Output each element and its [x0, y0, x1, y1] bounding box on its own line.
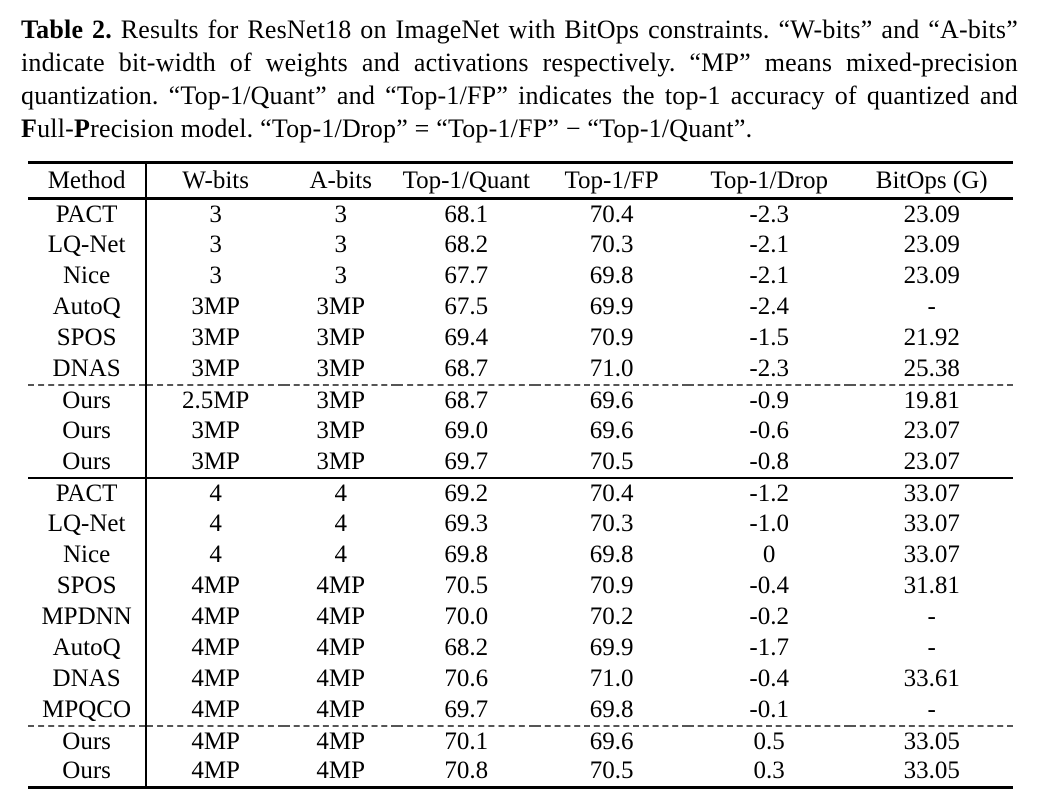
method-cell: PACT: [28, 478, 146, 509]
value-cell: 3MP: [146, 447, 284, 478]
method-cell: AutoQ: [52, 634, 121, 661]
table-row: [28, 509, 1013, 540]
value-cell: 0.5: [688, 726, 851, 757]
value-cell: 33.05: [903, 757, 960, 785]
value-cell: 3MP: [316, 354, 366, 382]
value-cell: 33.07: [903, 510, 960, 537]
value-cell: 3MP: [146, 354, 284, 385]
value-cell: 4: [334, 541, 347, 568]
method-cell: MPQCO: [42, 695, 132, 723]
value-cell: -2.4: [749, 293, 789, 320]
value-cell: 71.0: [589, 665, 634, 692]
value-cell: 70.8: [444, 757, 489, 785]
method-cell: PACT: [55, 200, 118, 228]
value-cell: 2.5MP: [146, 385, 284, 416]
results-table: [28, 161, 1013, 789]
value-cell: -0.9: [688, 385, 851, 416]
value-cell: 70.5: [589, 757, 634, 785]
value-cell: 67.5: [444, 293, 489, 320]
value-cell: 4MP: [146, 571, 284, 602]
method-cell: Ours: [28, 726, 146, 757]
value-cell: 3MP: [316, 447, 366, 475]
value-cell: 67.7: [444, 262, 489, 289]
value-cell: 69.9: [589, 293, 634, 320]
column-header-method: Method: [28, 163, 146, 199]
value-cell: -1.7: [749, 634, 789, 661]
value-cell: 3: [334, 231, 347, 258]
value-cell: 33.07: [850, 478, 1013, 509]
value-cell: 4: [146, 540, 284, 571]
value-cell: 70.0: [444, 603, 489, 630]
value-cell: -0.1: [749, 695, 789, 723]
value-cell: 23.09: [903, 231, 960, 258]
value-cell: 19.81: [850, 385, 1013, 416]
value-cell: 33.61: [903, 665, 960, 692]
value-cell: 25.38: [903, 354, 960, 382]
value-cell: -0.6: [749, 417, 789, 444]
value-cell: 4MP: [316, 757, 366, 785]
method-cell: SPOS: [56, 324, 117, 351]
value-cell: 4MP: [146, 726, 284, 757]
table-row: [28, 695, 1013, 726]
method-cell: DNAS: [52, 665, 121, 692]
caption-bold-text: F: [21, 114, 38, 143]
value-cell: -2.1: [749, 262, 789, 289]
value-cell: 69.7: [444, 695, 489, 723]
value-cell: 4MP: [146, 602, 284, 633]
value-cell: 68.7: [444, 354, 489, 382]
method-cell: Nice: [62, 262, 111, 289]
value-cell: 23.09: [903, 262, 960, 289]
value-cell: 70.5: [444, 572, 489, 599]
value-cell: 3MP: [146, 323, 284, 354]
value-cell: 4MP: [146, 757, 284, 788]
table-row: [28, 757, 1013, 788]
value-cell: 3: [146, 199, 284, 230]
value-cell: -1.5: [749, 324, 789, 351]
caption-bold-text: P: [74, 114, 91, 143]
value-cell: 70.2: [589, 603, 634, 630]
value-cell: 3MP: [316, 417, 366, 444]
value-cell: 69.8: [589, 695, 634, 723]
value-cell: -2.3: [749, 200, 789, 228]
value-cell: -1.2: [688, 478, 851, 509]
value-cell: 70.9: [589, 324, 634, 351]
value-cell: 23.07: [903, 417, 960, 444]
table-row: [28, 633, 1013, 664]
table-row: [28, 571, 1013, 602]
value-cell: 4MP: [284, 726, 397, 757]
column-header-bitops-g: BitOps (G): [850, 163, 1013, 199]
column-header-a-bits: A-bits: [284, 163, 397, 199]
value-cell: 3MP: [146, 416, 284, 447]
table-row: [28, 478, 1013, 509]
method-cell: SPOS: [56, 572, 117, 599]
table-row: [28, 602, 1013, 633]
caption-bold-text: Table 2.: [21, 15, 112, 44]
value-cell: 0.3: [753, 757, 785, 785]
column-header-w-bits: W-bits: [146, 163, 284, 199]
value-cell: 3MP: [316, 293, 366, 320]
value-cell: 23.07: [903, 447, 960, 475]
value-cell: 4: [146, 478, 284, 509]
table-row: [28, 199, 1013, 230]
value-cell: 3MP: [316, 324, 366, 351]
table-row: [28, 726, 1013, 757]
value-cell: 69.8: [589, 541, 634, 568]
value-cell: 31.81: [903, 572, 960, 599]
table-body: [28, 199, 1013, 788]
value-cell: 3: [146, 261, 284, 292]
header-row: [28, 163, 1013, 199]
table-caption: [21, 13, 1018, 145]
value-cell: 68.2: [444, 231, 489, 258]
value-cell: 3MP: [146, 292, 284, 323]
value-cell: 4MP: [146, 664, 284, 695]
value-cell: 68.1: [444, 200, 489, 228]
value-cell: 21.92: [903, 324, 960, 351]
value-cell: 4MP: [316, 572, 366, 599]
value-cell: 69.6: [589, 417, 634, 444]
value-cell: 3MP: [284, 385, 397, 416]
value-cell: 70.9: [589, 572, 634, 599]
value-cell: 4MP: [316, 603, 366, 630]
table-row: [28, 385, 1013, 416]
column-header-top-1-drop: Top-1/Drop: [688, 163, 851, 199]
value-cell: 69.6: [535, 385, 688, 416]
value-cell: -: [927, 603, 936, 630]
value-cell: 4MP: [146, 695, 284, 726]
table-row: [28, 230, 1013, 261]
value-cell: -0.8: [749, 447, 789, 475]
method-cell: MPDNN: [41, 603, 132, 630]
method-cell: LQ-Net: [47, 231, 126, 258]
value-cell: 3: [146, 230, 284, 261]
value-cell: -: [927, 634, 936, 661]
value-cell: 4: [334, 510, 347, 537]
table-row: [28, 416, 1013, 447]
value-cell: -2.1: [749, 231, 789, 258]
table-row: [28, 447, 1013, 478]
value-cell: 70.3: [589, 510, 634, 537]
method-cell: Ours: [62, 417, 111, 444]
value-cell: 69.3: [444, 510, 489, 537]
value-cell: 69.9: [589, 634, 634, 661]
method-cell: Ours: [28, 385, 146, 416]
value-cell: 33.05: [850, 726, 1013, 757]
value-cell: 70.1: [397, 726, 535, 757]
value-cell: 69.8: [589, 262, 634, 289]
method-cell: LQ-Net: [47, 510, 126, 537]
value-cell: 69.8: [444, 541, 489, 568]
value-cell: 69.4: [444, 324, 489, 351]
table-row: [28, 261, 1013, 292]
table-row: [28, 540, 1013, 571]
caption-text: recision model. “Top-1/Drop” = “Top-1/FP” − “Top-1/Quant”.: [90, 114, 753, 143]
value-cell: -0.2: [749, 603, 789, 630]
value-cell: 4MP: [316, 665, 366, 692]
table-row: [28, 354, 1013, 385]
value-cell: -0.4: [749, 665, 789, 692]
table-header: [28, 163, 1013, 199]
value-cell: 70.3: [589, 231, 634, 258]
value-cell: 70.4: [535, 478, 688, 509]
method-cell: Nice: [62, 541, 111, 568]
value-cell: 4: [284, 478, 397, 509]
value-cell: 0: [762, 541, 776, 568]
value-cell: 3: [334, 262, 347, 289]
value-cell: 70.5: [589, 447, 634, 475]
table-row: [28, 323, 1013, 354]
value-cell: -2.3: [749, 354, 789, 382]
value-cell: 70.4: [589, 200, 634, 228]
value-cell: 69.0: [444, 417, 489, 444]
method-cell: Ours: [62, 447, 111, 475]
value-cell: 4MP: [316, 695, 366, 723]
column-header-top-1-quant: Top-1/Quant: [397, 163, 535, 199]
value-cell: 69.6: [535, 726, 688, 757]
value-cell: 33.07: [903, 541, 960, 568]
value-cell: -: [927, 293, 936, 320]
column-header-top-1-fp: Top-1/FP: [535, 163, 688, 199]
value-cell: 71.0: [589, 354, 634, 382]
value-cell: 70.6: [444, 665, 489, 692]
caption-text: Results for ResNet18 on ImageNet with BitOps constraints. “W-bits” and “A-bits” indicate bit-width of weights and activations respectively. “MP” means mixed-precision quantization. “Top-1/Quant” and “Top-1/FP” indicates the top-1 accuracy of quantized and: [21, 15, 1018, 110]
value-cell: 69.2: [397, 478, 535, 509]
value-cell: 4: [146, 509, 284, 540]
value-cell: 4MP: [146, 633, 284, 664]
caption-text: ull-: [37, 114, 74, 143]
value-cell: 4MP: [316, 634, 366, 661]
value-cell: -0.4: [749, 572, 789, 599]
method-cell: AutoQ: [52, 293, 121, 320]
value-cell: 68.7: [397, 385, 535, 416]
method-cell: Ours: [62, 757, 111, 785]
table-row: [28, 664, 1013, 695]
value-cell: -1.0: [749, 510, 789, 537]
value-cell: 69.7: [444, 447, 489, 475]
table-row: [28, 292, 1013, 323]
value-cell: -: [927, 695, 936, 723]
value-cell: 68.2: [444, 634, 489, 661]
value-cell: 3: [334, 200, 347, 228]
method-cell: DNAS: [52, 354, 121, 382]
value-cell: 23.09: [903, 200, 960, 228]
